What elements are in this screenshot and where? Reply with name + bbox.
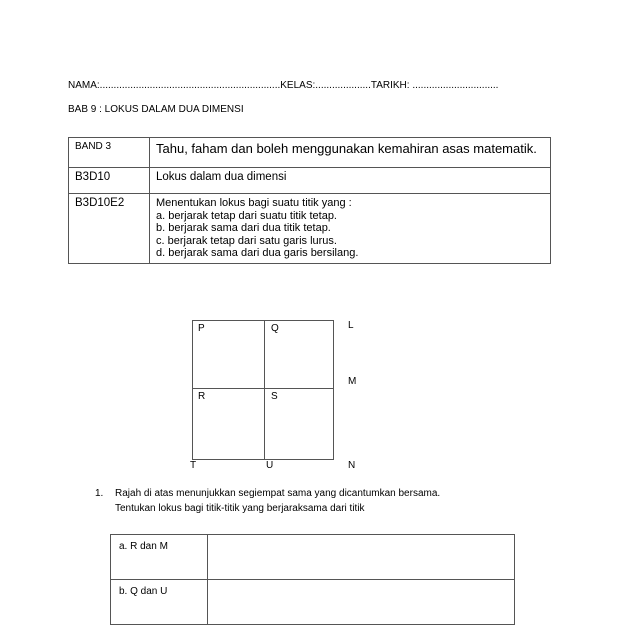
vertical-divider [264,320,265,460]
point-label-n: N [348,460,356,471]
objective-intro: Menentukan lokus bagi suatu titik yang : [156,197,352,209]
square-outline [192,320,334,460]
question-text-line2: Tentukan lokus bagi titik-titik yang berjaraksama dari titik [115,503,365,514]
horizontal-divider [192,388,333,389]
question-number: 1. [95,488,104,499]
table-row [111,580,515,625]
answer-label-b: b. Q dan U [111,580,208,625]
table-row [69,194,551,264]
answer-label-a: a. R dan M [111,535,208,580]
band-desc: Tahu, faham dan boleh menggunakan kemahiran asas matematik. [150,138,551,168]
objective-code: B3D10E2 [69,194,150,264]
objective-item: a. berjarak tetap dari suatu titik tetap. [156,209,337,222]
point-label-m: M [348,376,357,387]
point-label-q: Q [271,323,279,334]
table-row [111,535,515,580]
answer-field-b[interactable] [208,580,515,625]
chapter-title: BAB 9 : LOKUS DALAM DUA DIMENSI [68,104,244,115]
objective-item: b. berjarak sama dari dua titik tetap. [156,222,331,234]
name-class-date-line: NAMA:.................................................................KELAS:....................TARIKH: ............................... [68,80,499,91]
band-table [68,137,551,264]
objective-desc [150,194,551,264]
table-row [69,168,551,194]
skill-desc: Lokus dalam dua dimensi [150,168,551,194]
table-row [69,138,551,168]
objective-item: d. berjarak sama dari dua garis bersilang. [156,247,359,259]
answer-table [110,534,515,625]
band-code: BAND 3 [69,138,150,168]
answer-field-a[interactable] [208,535,515,580]
point-label-t: T [190,460,197,471]
question-text-line1: Rajah di atas menunjukkan segiempat sama yang dicantumkan bersama. [115,488,441,499]
point-label-u: U [266,460,274,471]
point-label-l: L [348,320,354,331]
point-label-p: P [198,323,205,334]
point-label-s: S [271,391,278,402]
objective-item: c. berjarak tetap dari satu garis lurus. [156,234,337,247]
skill-code: B3D10 [69,168,150,194]
point-label-r: R [198,391,206,402]
